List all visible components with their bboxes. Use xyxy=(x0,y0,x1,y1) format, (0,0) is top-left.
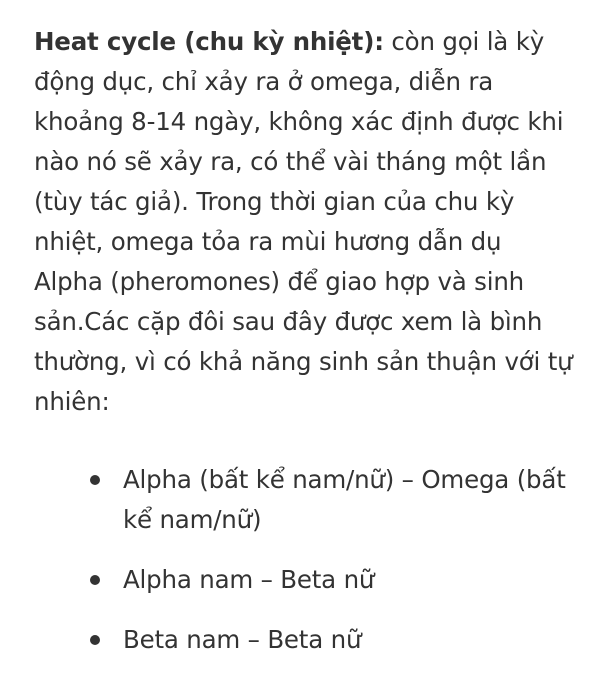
list-item-text: Beta nam – Beta nữ xyxy=(123,625,362,654)
bullet-icon xyxy=(90,475,100,485)
list-item xyxy=(34,620,574,660)
heat-cycle-term: Heat cycle (chu kỳ nhiệt): xyxy=(34,27,384,56)
bullet-icon xyxy=(90,575,100,585)
list-item-text: Alpha nam – Beta nữ xyxy=(123,565,375,594)
heat-cycle-paragraph xyxy=(34,22,574,422)
list-item-text: Alpha (bất kể nam/nữ) – Omega (bất kể nam/nữ) xyxy=(123,465,566,534)
list-item xyxy=(34,460,574,540)
list-item xyxy=(34,560,574,600)
heat-cycle-description: còn gọi là kỳ động dục, chỉ xảy ra ở omega, diễn ra khoảng 8-14 ngày, không xác định được khi nào nó sẽ xảy ra, có thể vài tháng một lần (tùy tác giả). Trong thời gian của chu kỳ nhiệt, omega tỏa ra mùi hương dẫn dụ Alpha (pheromones) để giao hợp và sinh sản.Các cặp đôi sau đây được xem là bình thường, vì có khả năng sinh sản thuận với tự nhiên: xyxy=(34,27,573,416)
pairs-list xyxy=(34,460,574,660)
bullet-icon xyxy=(90,635,100,645)
article-body xyxy=(34,22,574,680)
